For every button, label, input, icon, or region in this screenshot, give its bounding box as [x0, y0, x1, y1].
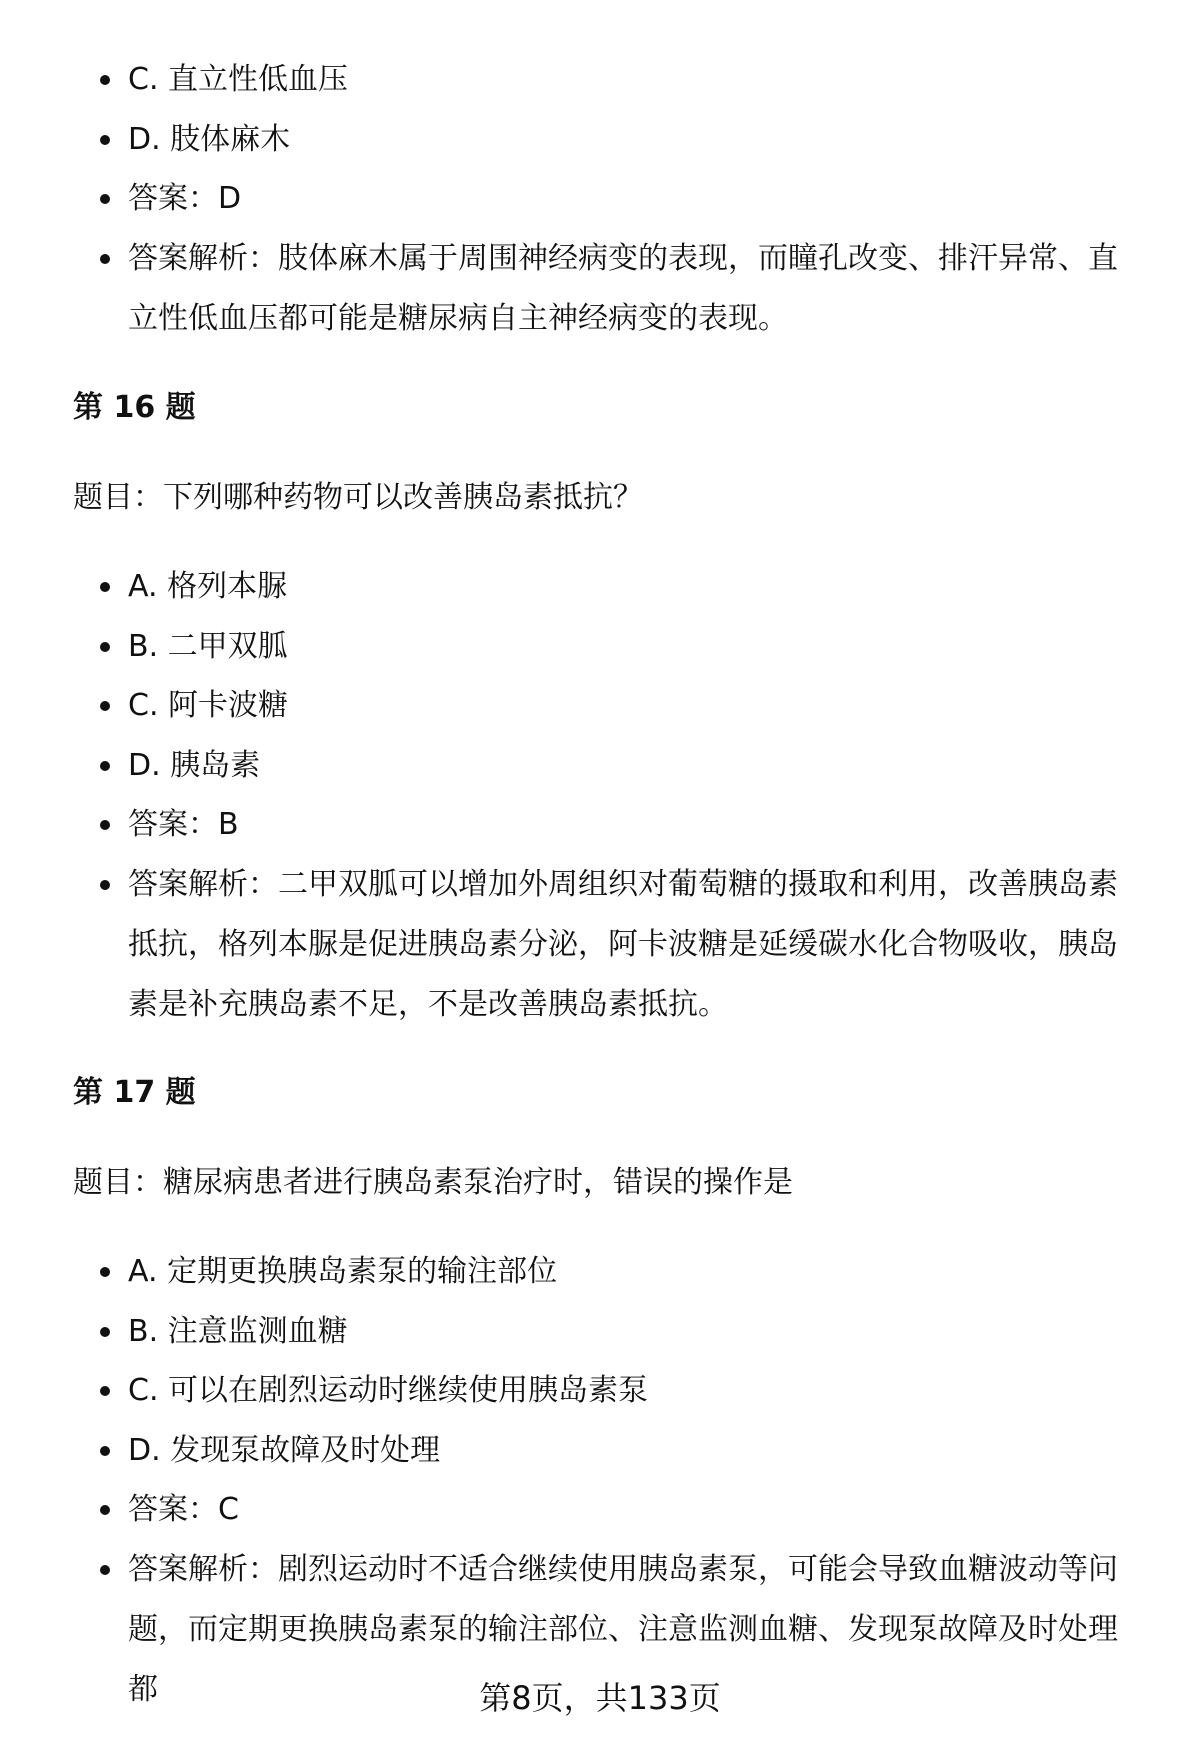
- q15-option-d: D. 肢体麻木: [128, 110, 1143, 170]
- q16-question: 题目：下列哪种药物可以改善胰岛素抵抗？: [73, 480, 643, 515]
- page-number: 第8页，共133页: [479, 1679, 721, 1717]
- q16-option-d: D. 胰岛素: [128, 736, 1143, 796]
- q16-answer: 答案：B: [128, 795, 1143, 855]
- q16-heading: 第 16 题: [73, 390, 196, 425]
- q16-option-b: B. 二甲双胍: [128, 617, 1143, 677]
- q17-option-d: D. 发现泵故障及时处理: [128, 1421, 1143, 1481]
- q16-option-a: A. 格列本脲: [128, 557, 1143, 617]
- q15-explanation: 答案解析：肢体麻木属于周围神经病变的表现，而瞳孔改变、排汗异常、直立性低血压都可能是糖尿病自主神经病变的表现。: [128, 229, 1143, 349]
- q15-answer: 答案：D: [128, 169, 1143, 229]
- q17-answer: 答案：C: [128, 1480, 1143, 1540]
- q17-option-a: A. 定期更换胰岛素泵的输注部位: [128, 1242, 1143, 1302]
- q15-option-c: C. 直立性低血压: [128, 50, 1143, 110]
- q17-heading: 第 17 题: [73, 1075, 196, 1110]
- q16-explanation: 答案解析：二甲双胍可以增加外周组织对葡萄糖的摄取和利用，改善胰岛素抵抗，格列本脲是促进胰岛素分泌，阿卡波糖是延缓碳水化合物吸收，胰岛素是补充胰岛素不足，不是改善胰岛素抵抗。: [128, 855, 1143, 1035]
- q16-option-c: C. 阿卡波糖: [128, 676, 1143, 736]
- q17-option-c: C. 可以在剧烈运动时继续使用胰岛素泵: [128, 1361, 1143, 1421]
- q17-option-b: B. 注意监测血糖: [128, 1302, 1143, 1362]
- q17-question: 题目：糖尿病患者进行胰岛素泵治疗时，错误的操作是: [73, 1165, 793, 1200]
- q17-explanation: 答案解析：剧烈运动时不适合继续使用胰岛素泵，可能会导致血糖波动等问题，而定期更换胰岛素泵的输注部位、注意监测血糖、发现泵故障及时处理都: [128, 1540, 1143, 1720]
